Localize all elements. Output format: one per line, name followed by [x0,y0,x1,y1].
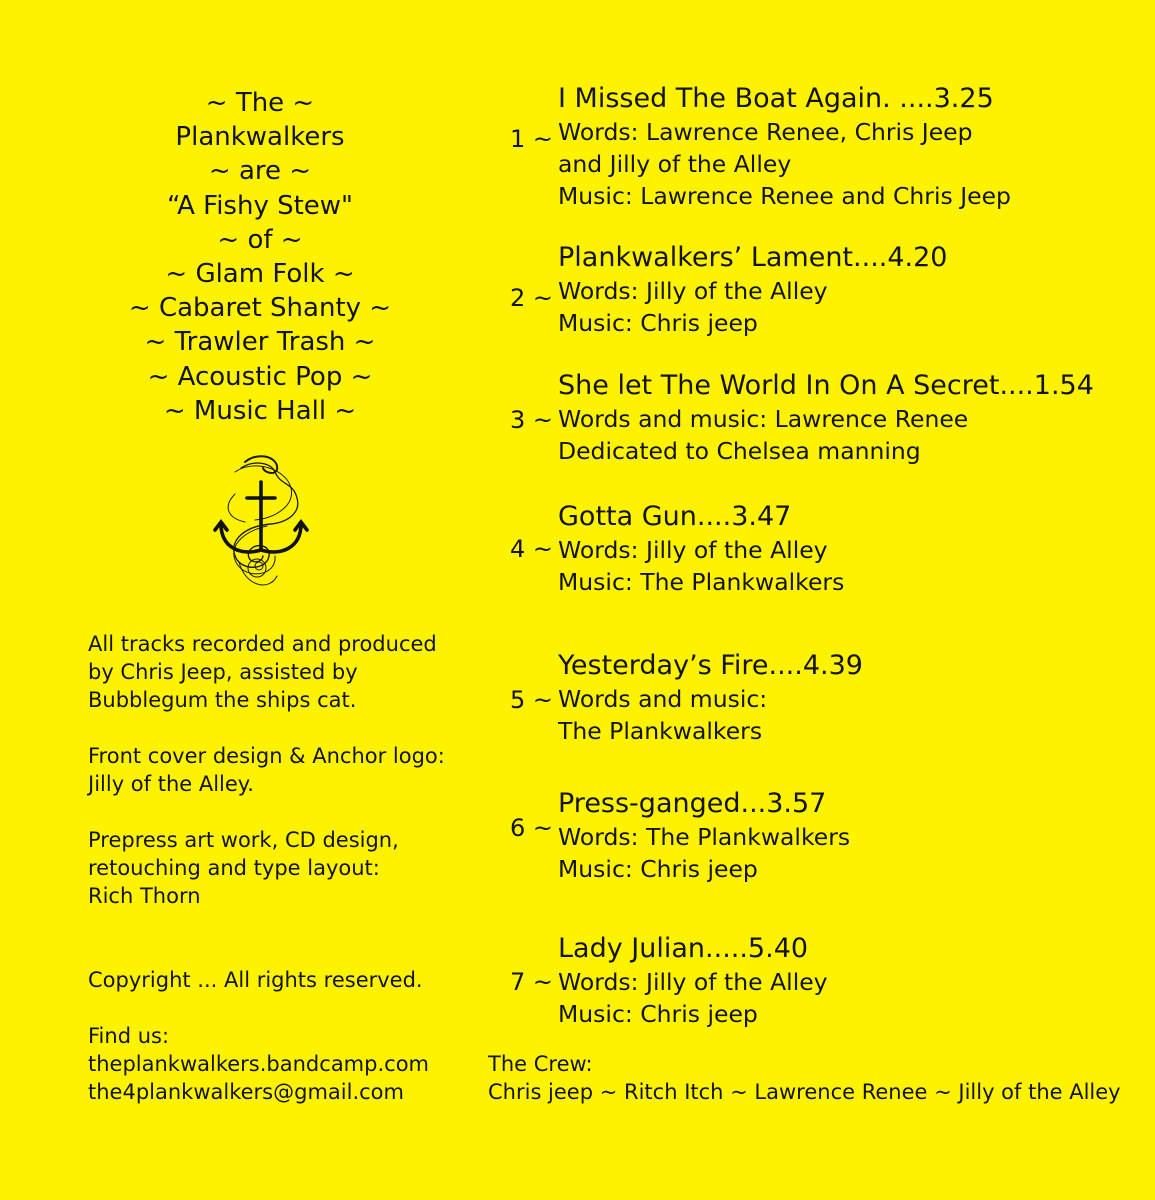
intro-line: ~ of ~ [217,224,303,255]
copyright-text: Copyright ... All rights reserved. [88,968,423,992]
track-number: 4 ~ [510,535,554,563]
copyright-notice [88,966,468,994]
track-credit: Music: The Plankwalkers [558,568,845,596]
track-title: I Missed The Boat Again. ....3.25 [558,83,994,114]
track-credit: Words: Jilly of the Alley [558,968,828,996]
credit-line: Jilly of the Alley. [88,772,254,796]
track-credit: Words: Lawrence Renee, Chris Jeep [558,118,973,146]
track-credit: Words and music: Lawrence Renee [558,405,969,433]
credit-line: retouching and type layout: [88,856,380,880]
track-title: Press-ganged...3.57 [558,788,827,819]
track-2 [558,241,947,339]
track-title: Yesterday’s Fire....4.39 [558,650,863,681]
intro-line: “A Fishy Stew" [166,190,354,221]
track-credit: Music: Chris jeep [558,855,758,883]
credit-line: Front cover design & Anchor logo: [88,744,445,768]
anchor-logo [205,452,317,604]
credit-line: Rich Thorn [88,884,201,908]
track-7 [558,932,828,1030]
crew-members: Chris jeep ~ Ritch Itch ~ Lawrence Renee ~ Jilly of the Alley [488,1080,1121,1104]
track-credit: Music: Chris jeep [558,309,758,337]
track-number: 1 ~ [510,125,554,153]
track-number: 5 ~ [510,686,554,714]
crew-block [488,1050,1121,1106]
track-6 [558,787,850,885]
find-us-label: Find us: [88,1024,170,1048]
track-5 [558,649,863,747]
track-number: 3 ~ [510,406,554,434]
track-title: Lady Julian.....5.40 [558,933,809,964]
find-us [88,1022,468,1106]
cover-credits [88,742,468,798]
intro-block [80,86,440,428]
track-4 [558,500,844,598]
track-credit: Words and music: [558,685,768,713]
track-title: She let The World In On A Secret....1.54 [558,370,1094,401]
credit-line: by Chris Jeep, assisted by [88,660,358,684]
track-credit: The Plankwalkers [558,717,763,745]
track-number: 7 ~ [510,968,554,996]
track-credit: Words: Jilly of the Alley [558,536,828,564]
track-3 [558,369,1094,467]
track-credit: Dedicated to Chelsea manning [558,437,921,465]
credit-line: Bubblegum the ships cat. [88,688,357,712]
track-number: 2 ~ [510,284,554,312]
credit-line: Prepress art work, CD design, [88,828,399,852]
track-number: 6 ~ [510,814,554,842]
track-credit: Words: Jilly of the Alley [558,277,828,305]
prepress-credits [88,826,468,910]
credit-line: All tracks recorded and produced [88,632,437,656]
bandcamp-link[interactable]: theplankwalkers.bandcamp.com [88,1052,429,1076]
band-name: Plankwalkers [175,122,345,153]
track-title: Gotta Gun....3.47 [558,501,792,532]
track-credit: and Jilly of the Alley [558,150,792,178]
genre-line: ~ Acoustic Pop ~ [147,361,373,392]
intro-line: ~ The ~ [205,88,315,118]
genre-line: ~ Cabaret Shanty ~ [128,293,392,324]
crew-heading: The Crew: [488,1052,593,1076]
track-1 [558,82,1011,212]
genre-line: ~ Glam Folk ~ [165,259,355,290]
genre-line: ~ Music Hall ~ [163,395,357,426]
genre-line: ~ Trawler Trash ~ [144,327,376,358]
intro-line: ~ are ~ [208,156,312,187]
recording-credits [88,630,468,714]
track-title: Plankwalkers’ Lament....4.20 [558,242,948,273]
track-credit: Words: The Plankwalkers [558,823,851,851]
track-credit: Music: Chris jeep [558,1000,758,1028]
track-credit: Music: Lawrence Renee and Chris Jeep [558,182,1011,210]
email-link[interactable]: the4plankwalkers@gmail.com [88,1080,404,1104]
